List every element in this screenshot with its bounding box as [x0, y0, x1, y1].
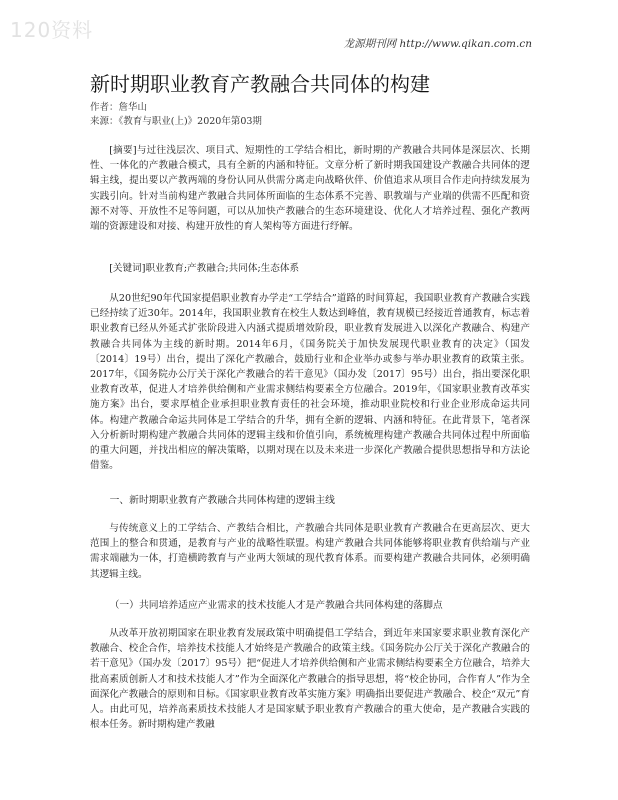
article-source: 来源：《教育与职业(上)》2020年第03期 — [90, 116, 262, 127]
section-heading-1: 一、新时期职业教育产教融合共同体构建的逻辑主线 — [109, 495, 335, 506]
journal-source-header[interactable]: 龙源期刊网 http://www.qikan.com.cn — [343, 38, 532, 50]
article-author: 作者：詹华山 — [90, 102, 148, 113]
keywords-line: [关键词]职业教育;产教融合;共同体;生态体系 — [109, 263, 300, 274]
subsection-heading-1: （一）共同培养适应产业需求的技术技能人才是产教融合共同体构建的落脚点 — [109, 600, 443, 611]
intro-paragraph: 从20世纪90年代国家提倡职业教育办学走“工学结合”道路的时间算起，我国职业教育产教融合实践已经持续了近30年。2014年，我国职业教育在校生人数达到峰值，教育规模已经接近普通教育，标志着职业教育已经从外延式扩张阶段进入内涵式提质增效阶段，职业教育发展进入以深化产教融合、构建产教融合共同体为主线的新时期。2014年6月，《国务院关于加快发展现代职业教育的决定》（国发〔2014〕19号）出台，提出了深化产教融合，鼓励行业和企业举办或参与举办职业教育的政策主张。2017年，《国务院办公厅关于深化产教融合的若干意见》（国办发〔2017〕95号）出台，指出要深化职业教育改革，促进人才培养供给侧和产业需求侧结构要素全方位融合。2019年，《国家职业教育改革实施方案》出台，要求厚植企业承担职业教育责任的社会环境，推动职业院校和行业企业形成命运共同体。构建产教融合命运共同体是工学结合的升华，拥有全新的逻辑、内涵和特征。在此背景下，笔者深入分析新时期构建产教融合共同体的逻辑主线和价值引向，系统梳理构建产教融合共同体过程中所面临的重大问题，并找出相应的解决策略，以期对现在以及未来进一步深化产教融合提供思想指导和方法论借鉴。 — [90, 293, 530, 472]
section1-paragraph: 与传统意义上的工学结合、产教结合相比，产教融合共同体是职业教育产教融合在更高层次、更大范围上的整合和贯通，是教育与产业的战略性联盟。构建产教融合共同体能够将职业教育供给端与产业需求端融为一体，打造横跨教育与产业两大领域的现代教育体系。而要构建产教融合共同体，必须明确其逻辑主线。 — [90, 523, 530, 580]
abstract-paragraph: [摘要]与过往浅层次、项目式、短期性的工学结合相比，新时期的产教融合共同体是深层次、长期性、一体化的产教融合模式，具有全新的内涵和特征。文章分析了新时期我国建设产教融合共同体的逻辑主线，提出要以产教两端的身份认同从供需分离走向战略伙伴、价值追求从项目合作走向持续发展为实践引向。针对当前构建产教融合共同体所面临的生态体系不完善、职教端与产业端的供需不匹配和资源不对等、开放性不足等问题，可以从加快产教融合的生态环境建设、优化人才培养过程、强化产教两端的资源建设和对接、构建开放性的育人架构等方面进行纾解。 — [90, 145, 530, 233]
article-title: 新时期职业教育产教融合共同体的构建 — [90, 72, 430, 96]
watermark-logo: 120资料 — [10, 18, 94, 42]
subsection1-paragraph: 从改革开放初期国家在职业教育发展政策中明确提倡工学结合，到近年来国家要求职业教育深化产教融合、校企合作，培养技术技能人才始终是产教融合的政策主线。《国务院办公厅关于深化产教融合的若干意见》（国办发〔2017〕95号）把“促进人才培养供给侧和产业需求侧结构要素全方位融合，培养大批高素质创新人才和技术技能人才”作为全面深化产教融合的指导思想，将“校企协同，合作育人”作为全面深化产教融合的原则和目标。《国家职业教育改革实施方案》明确指出要促进产教融合、校企“双元”育人。由此可见，培养高素质技术技能人才是国家赋予职业教育产教融合的重大使命，是产教融合实践的根本任务。新时期构建产教融 — [90, 628, 530, 731]
